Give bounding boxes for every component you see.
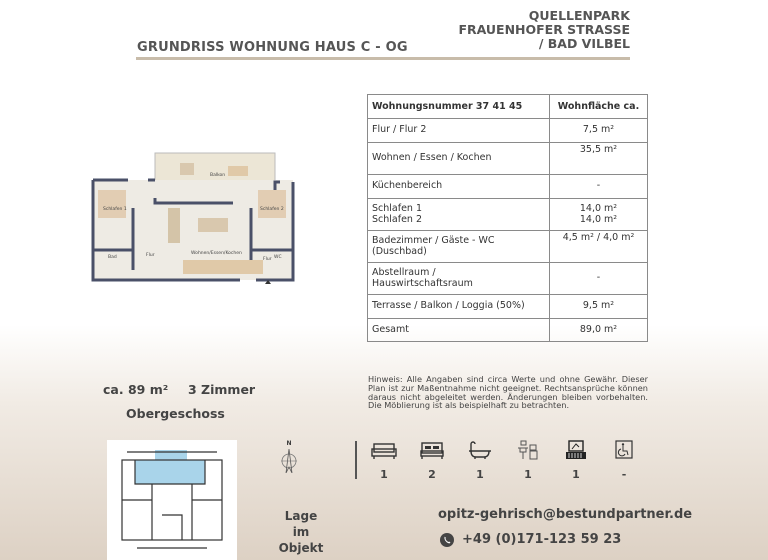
room-label: Balkon [210,173,226,178]
location-label [276,508,326,556]
feature-guest-wc [515,440,541,481]
room-area: - [550,263,648,295]
table-row [368,119,648,143]
room-name: Gesamt [368,319,550,342]
compass [279,440,299,477]
room-area: 35,5 m² [550,143,648,175]
room-name: Hauswirtschaftsraum [372,277,473,289]
area-table [367,94,648,342]
room-name: Schlafen 1 [372,203,423,214]
location-line: Lage [284,509,318,523]
room-label: WC [274,255,282,260]
table-row [368,143,648,175]
project-name [458,9,630,51]
room-label: Flur [146,253,155,258]
room-area: - [550,175,648,199]
divider [355,441,357,479]
room-area: 89,0 m² [550,319,648,342]
location-line: im [292,525,310,539]
table-row [368,175,648,199]
room-name [368,199,550,231]
location-line: Objekt [278,541,324,555]
room-label: Flur [263,257,272,262]
room-label: Schlafen 1 [103,207,127,212]
compass-icon [280,447,298,473]
table-header: Wohnfläche ca. [550,95,648,119]
room-label: Wohnen/Essen/Kochen [191,251,242,256]
feature-count: 2 [428,468,436,481]
table-row [368,199,648,231]
feature-count: 1 [572,468,580,481]
feature-count: 1 [380,468,388,481]
room-area: 7,5 m² [550,119,648,143]
room-name [368,263,550,295]
page-title: GRUNDRISS WOHNUNG HAUS C - OG [137,40,408,55]
room-label: Bad [108,255,117,260]
site-plan [107,440,237,560]
room-area: 14,0 m² [579,213,618,225]
room-name: Wohnen / Essen / Kochen [368,143,550,175]
floor-plan [88,148,300,288]
project-line: / BAD VILBEL [538,36,630,51]
wheelchair-icon [611,440,637,464]
table-row [368,295,648,319]
phone-icon [440,533,454,547]
room-name: Schlafen 2 [372,213,423,225]
feature-bedrooms [419,440,445,481]
sofa-icon [371,440,397,464]
compass-north-label: N [286,440,292,447]
guest-wc-icon [515,440,541,464]
room-name: Terrasse / Balkon / Loggia (50%) [368,295,550,319]
feature-bathrooms [467,440,493,481]
feature-accessibility [611,440,637,481]
table-row [368,319,648,342]
disclaimer: Hinweis: Alle Angaben sind circa Werte und ohne Gewähr. Dieser Plan ist zur Maßentnahme nicht geeignet. Rechtsansprüche können daraus nicht abgeleitet werden. Änderungen bleiben vorbehalten. Die Möblierung ist als beispielhaft zu betrachten. [368,374,648,411]
room-name: Badezimmer / Gäste - WC (Duschbad) [368,231,550,263]
apartment-area: ca. 89 m² [103,382,169,397]
room-area: 14,0 m² [579,203,618,214]
feature-count: 1 [524,468,532,481]
table-row [368,263,648,295]
title-divider [136,57,630,60]
feature-count: - [621,468,627,481]
room-name: Küchenbereich [368,175,550,199]
project-line: QUELLENPARK [528,8,630,23]
table-header: Wohnungsnummer 37 41 45 [368,95,550,119]
room-count: 3 Zimmer [188,382,256,397]
feature-balcony [563,440,589,481]
floor-level: Obergeschoss [126,406,225,421]
room-area [550,199,648,231]
room-label: Schlafen 2 [260,207,284,212]
contact-phone[interactable]: +49 (0)171-123 59 23 [462,532,622,547]
balcony-icon [563,440,589,464]
features-row [371,440,637,481]
room-name: Abstellraum / [372,267,436,278]
table-row [368,231,648,263]
contact-email[interactable]: opitz-gehrisch@bestundpartner.de [438,507,693,522]
room-area: 4,5 m² / 4,0 m² [550,231,648,263]
feature-count: 1 [476,468,484,481]
project-line: FRAUENHOFER STRASSE [458,22,630,37]
feature-living [371,440,397,481]
bed-icon [419,440,445,464]
room-area: 9,5 m² [550,295,648,319]
bathtub-icon [467,440,493,464]
contact-phone-row[interactable] [440,532,621,547]
room-name: Flur / Flur 2 [368,119,550,143]
